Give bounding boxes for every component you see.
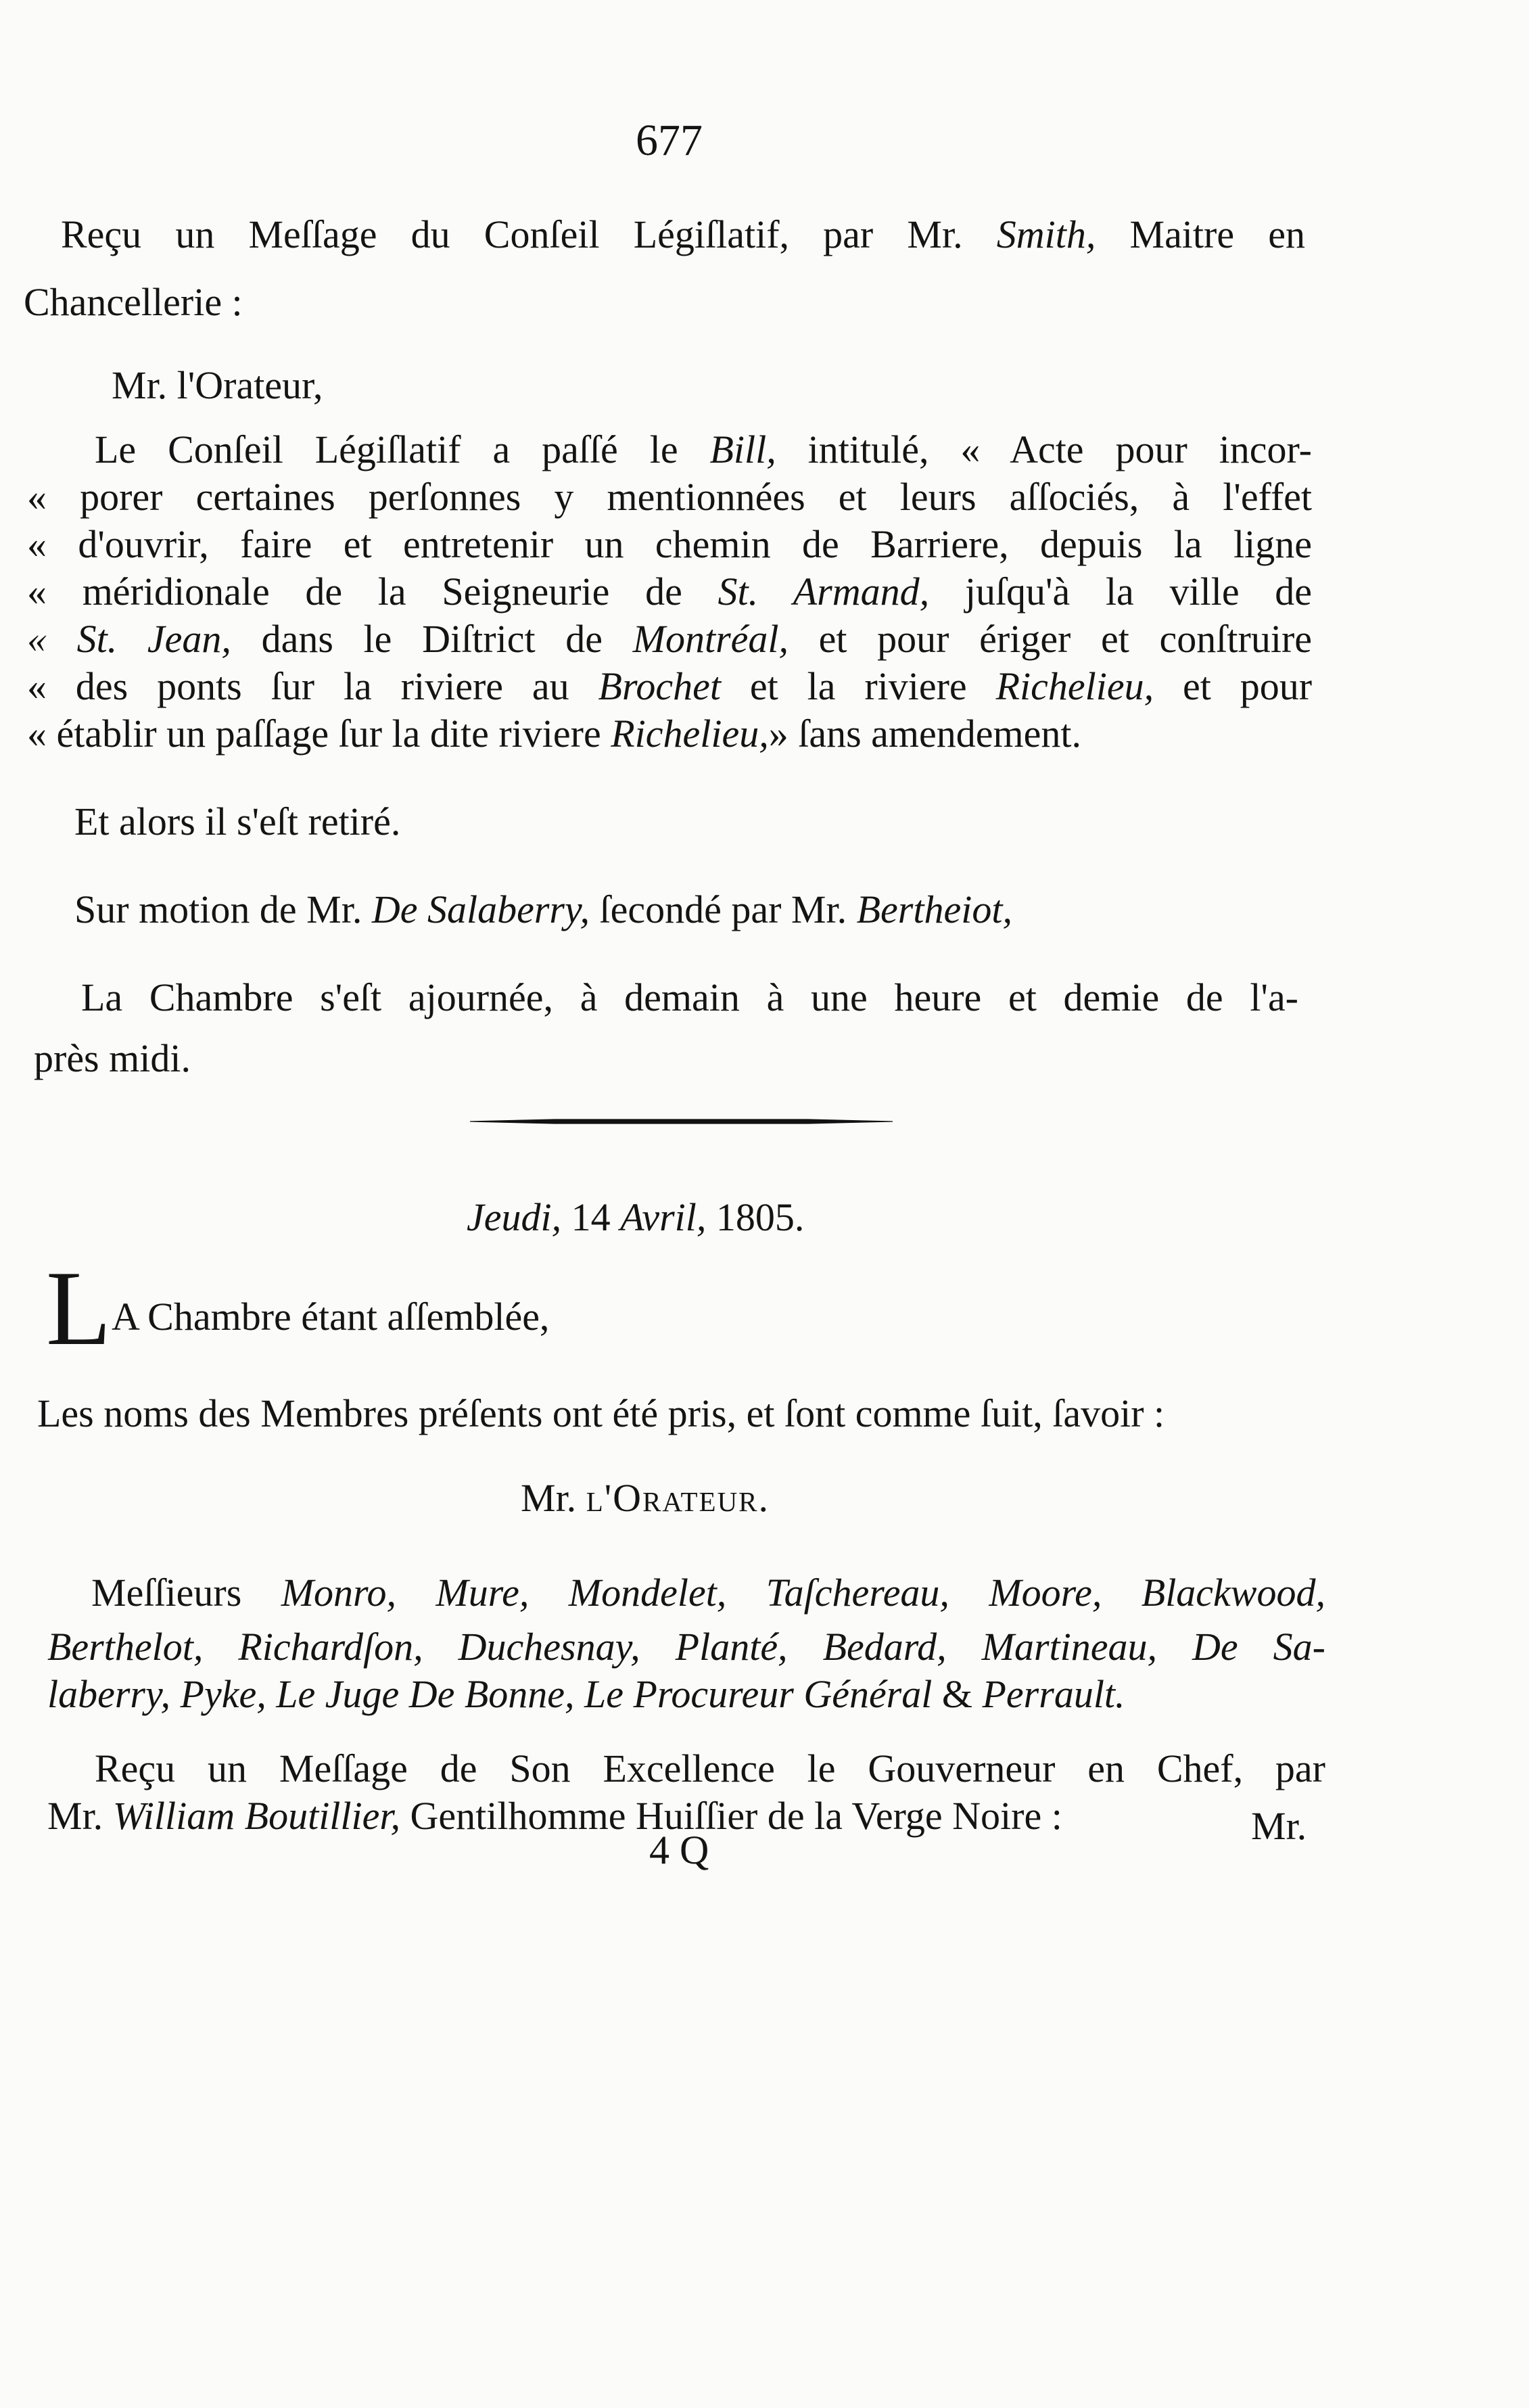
date-year: 1805. xyxy=(706,1195,805,1239)
bill-text: et pour xyxy=(1154,664,1313,708)
speaker-line xyxy=(521,1475,770,1522)
date-day: Jeudi, xyxy=(467,1195,562,1239)
members-prefix: Meſſieurs xyxy=(91,1571,281,1615)
members-line-2 xyxy=(47,1623,1325,1671)
assembly-line: A Chambre étant aſſemblée, xyxy=(112,1295,550,1339)
bill-text: juſqu'à la ville de xyxy=(929,570,1312,613)
bill-text: et la riviere xyxy=(720,664,996,708)
bill-line-3: « d'ouvrir, faire et entretenir un chemin de Barriere, depuis la ligne xyxy=(27,522,1312,566)
messenger-name: William Boutillier, xyxy=(112,1794,401,1838)
signature-mark: 4 Q xyxy=(649,1828,709,1872)
bill-text: » ſans amendement. xyxy=(768,712,1081,756)
message-text: Mr. xyxy=(47,1794,113,1838)
bill-text: « des ponts ſur la riviere au xyxy=(27,664,598,708)
motion-text: Sur motion de Mr. xyxy=(74,887,372,931)
message-text: Maitre en xyxy=(1096,212,1305,256)
place-name: Richelieu, xyxy=(611,712,769,756)
retire-line: Et alors il s'eſt retiré. xyxy=(74,800,401,843)
drop-cap: L xyxy=(46,1249,112,1368)
members-line-1 xyxy=(91,1569,1325,1617)
adjourn-line-1: La Chambre s'eſt ajournée, à demain à une heure et demie de l'a- xyxy=(81,975,1298,1019)
bill-line-1 xyxy=(95,426,1312,473)
date-heading xyxy=(467,1194,804,1241)
member-names: Berthelot, Richardſon, Duchesnay, Planté, Bedard, Martineau, De Sa- xyxy=(47,1625,1325,1669)
messenger-name: Smith, xyxy=(996,212,1096,256)
bill-line-6 xyxy=(27,663,1312,710)
page-number: 677 xyxy=(636,116,703,165)
place-name: Richelieu, xyxy=(995,664,1154,708)
message-text: Gentilhomme Huiſſier de la Verge Noire : xyxy=(400,1794,1062,1838)
motion-line xyxy=(74,886,1012,933)
member-names: laberry, Pyke, Le Juge De Bonne, Le Procureur Général xyxy=(47,1672,933,1716)
speaker-prefix: Mr. xyxy=(521,1476,586,1520)
motion-text: ſecondé par Mr. xyxy=(590,887,857,931)
speaker-title: l'Orateur. xyxy=(586,1476,770,1520)
adjourn-line-2: près midi. xyxy=(34,1036,191,1080)
date-number: 14 xyxy=(561,1195,621,1239)
bill-text: « établir un paſſage ſur la dite riviere xyxy=(27,712,611,756)
message2-line-1: Reçu un Meſſage de Son Excellence le Gouverneur en Chef, par xyxy=(95,1746,1325,1790)
message-line-1 xyxy=(61,211,1305,258)
mover-name: De Salaberry, xyxy=(371,887,590,931)
place-name: St. Armand, xyxy=(718,570,930,613)
member-names: Perrault. xyxy=(982,1672,1125,1716)
bill-line-2: « porer certaines perſonnes y mentionnées et leurs aſſociés, à l'effet xyxy=(27,475,1312,519)
message-line-2: Chancellerie : xyxy=(24,280,243,324)
members-line-3 xyxy=(47,1671,1125,1718)
bill-text: « méridionale de la Seigneurie de xyxy=(27,570,718,613)
place-name: Brochet xyxy=(598,664,721,708)
bill-word: Bill, xyxy=(709,427,776,471)
bill-line-7 xyxy=(27,710,1081,758)
place-name: « St. Jean, xyxy=(27,617,231,661)
place-name: Montréal, xyxy=(632,617,789,661)
bill-text: dans le Diſtrict de xyxy=(231,617,633,661)
date-month: Avril, xyxy=(620,1195,707,1239)
bill-text: Le Conſeil Légiſlatif a paſſé le xyxy=(95,427,710,471)
bill-line-4 xyxy=(27,568,1312,616)
catchword: Mr. xyxy=(1251,1804,1307,1848)
bill-line-5 xyxy=(27,616,1312,663)
message-text: Reçu un Meſſage du Conſeil Légiſlatif, par Mr. xyxy=(61,212,997,256)
member-names: Monro, Mure, Mondelet, Taſchereau, Moore, Blackwood, xyxy=(281,1571,1325,1615)
message2-line-2 xyxy=(47,1792,1062,1840)
bill-text: intitulé, « Acte pour incor- xyxy=(776,427,1312,471)
seconder-name: Bertheiot, xyxy=(856,887,1012,931)
ampersand: & xyxy=(932,1672,983,1716)
bill-text: et pour ériger et conſtruire xyxy=(789,617,1312,661)
section-divider xyxy=(470,1117,893,1126)
roll-intro: Les noms des Membres préſents ont été pris, et ſont comme ſuit, ſavoir : xyxy=(37,1391,1165,1435)
salutation: Mr. l'Orateur, xyxy=(112,363,323,407)
